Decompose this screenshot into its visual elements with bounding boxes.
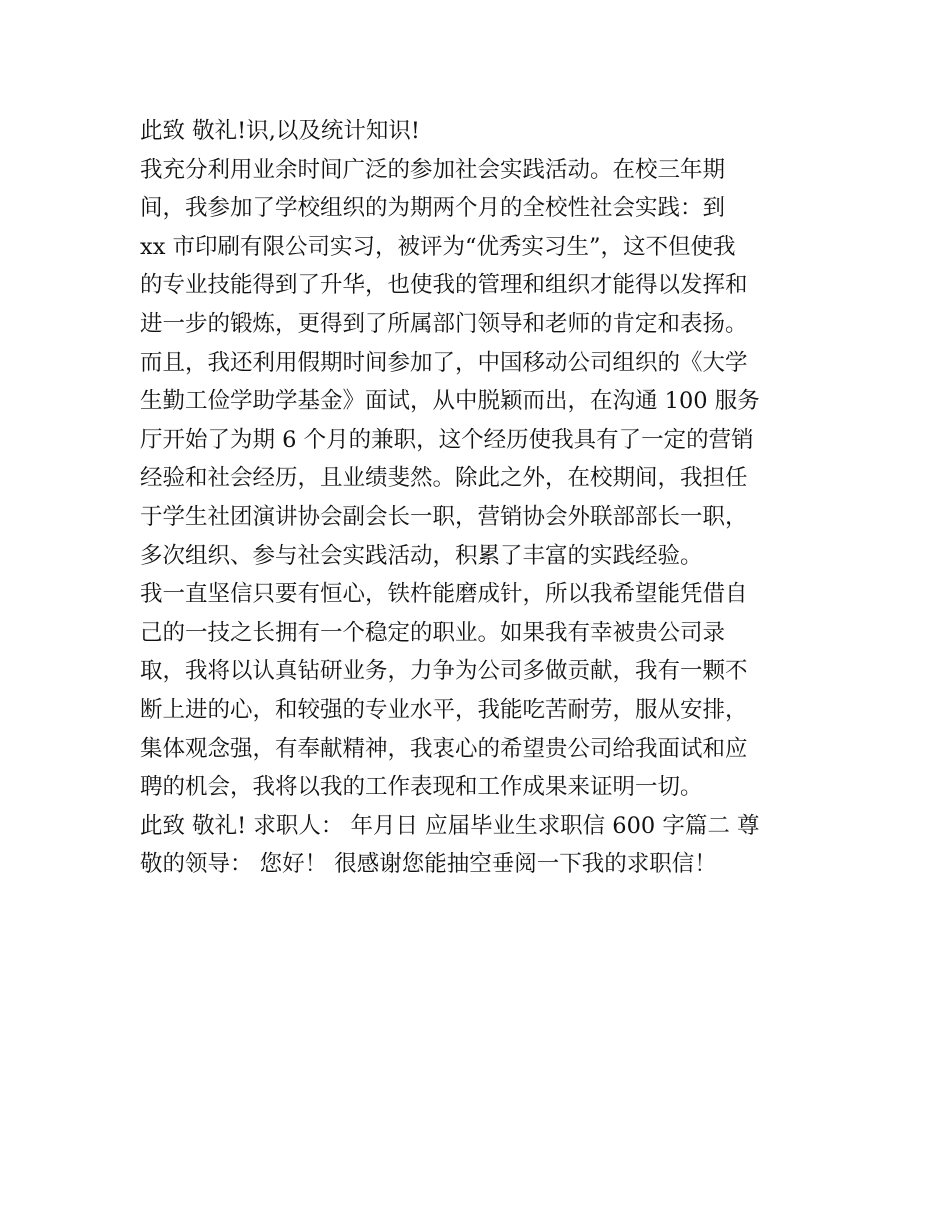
text-line: 生勤工俭学助学基金》面试，从中脱颖而出，在沟通 100 服务: [140, 388, 760, 415]
text-line: 己的一技之长拥有一个稳定的职业。如果我有幸被贵公司录: [140, 619, 726, 646]
text-line: 经验和社会经历，且业绩斐然。除此之外，在校期间，我担任: [140, 465, 748, 492]
letter-body: [140, 112, 820, 884]
text-line: 而且，我还利用假期时间参加了，中国移动公司组织的《大学: [140, 349, 748, 376]
text-line: 取，我将以认真钻研业务，力争为公司多做贡献，我有一颗不: [140, 658, 748, 685]
text-line: 间，我参加了学校组织的为期两个月的全校性社会实践：到: [140, 195, 726, 222]
text-line: 厅开始了为期 6 个月的兼职，这个经历使我具有了一定的营销: [140, 426, 754, 453]
text-line: 的专业技能得到了升华，也使我的管理和组织才能得以发挥和: [140, 272, 748, 299]
text-line-greeting: 敬的领导： 您好！ 很感谢您能抽空垂阅一下我的求职信！: [140, 851, 717, 878]
text-line: 我一直坚信只要有恒心，铁杵能磨成针，所以我希望能凭借自: [140, 581, 748, 608]
text-line-closing-1: 此致 敬礼!识,以及统计知识!: [140, 118, 420, 144]
text-line: 于学生社团演讲协会副会长一职，营销协会外联部部长一职，: [140, 503, 748, 530]
text-line: 多次组织、参与社会实践活动，积累了丰富的实践经验。: [140, 542, 703, 569]
text-line: 断上进的心，和较强的专业水平，我能吃苦耐劳，服从安排，: [140, 696, 748, 723]
text-line: 进一步的锻炼，更得到了所属部门领导和老师的肯定和表扬。: [140, 310, 748, 337]
text-line: 我充分利用业余时间广泛的参加社会实践活动。在校三年期: [140, 156, 726, 183]
text-line: xx 市印刷有限公司实习，被评为“优秀实习生”，这不但使我: [140, 233, 736, 260]
text-line: 集体观念强，有奉献精神，我衷心的希望贵公司给我面试和应: [140, 735, 748, 762]
text-line-closing-2: 此致 敬礼! 求职人： 年月日 应届毕业生求职信 600 字篇二 尊: [140, 812, 760, 839]
text-line: 聘的机会，我将以我的工作表现和工作成果来证明一切。: [140, 774, 703, 801]
